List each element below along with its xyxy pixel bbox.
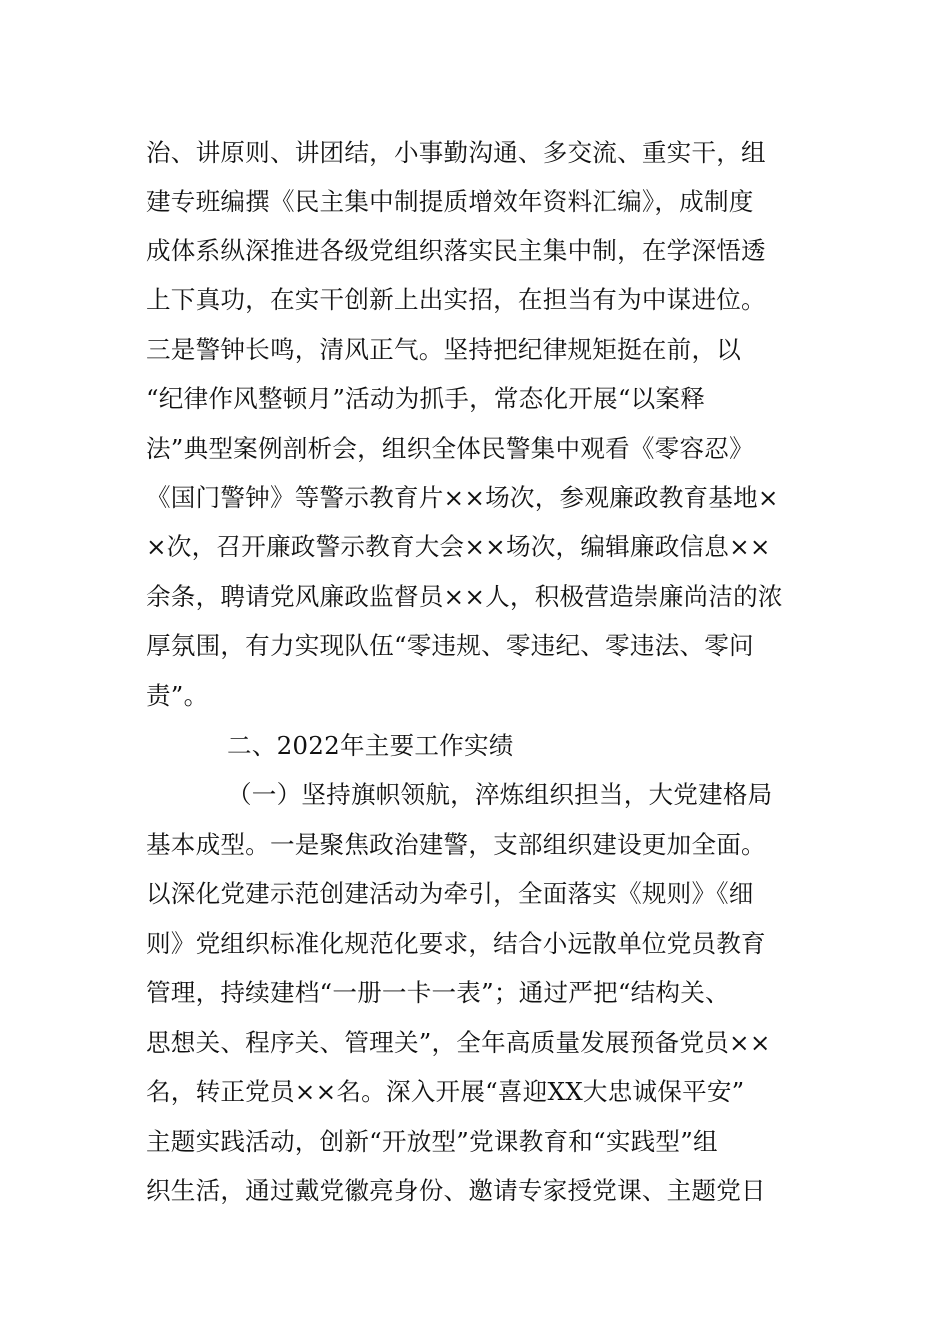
- text-line: 主题实践活动，创新“开放型”党课教育和“实践型”组: [146, 1127, 718, 1156]
- text-line: 三是警钟长鸣，清风正气。坚持把纪律规矩挺在前，以: [146, 335, 742, 364]
- text-line: 思想关、程序关、管理关”，全年高质量发展预备党员××: [146, 1028, 771, 1057]
- subsection-heading: （一）坚持旗帜领航，淬炼组织担当，大党建格局: [227, 780, 773, 809]
- text-line: 建专班编撰《民主集中制提质增效年资料汇编》，成制度: [146, 187, 754, 216]
- text-line: 名，转正党员××名。深入开展“喜迎XX大忠诚保平安”: [146, 1077, 745, 1106]
- section-heading: 二、2022年主要工作实绩: [227, 731, 514, 760]
- text-line: 成体系纵深推进各级党组织落实民主集中制，在学深悟透: [146, 236, 766, 265]
- text-line: 治、讲原则、讲团结，小事勤沟通、多交流、重实干，组: [146, 138, 766, 167]
- text-line: 管理，持续建档“一册一卡一表”；通过严把“结构关、: [146, 978, 730, 1007]
- text-line: 《国门警钟》等警示教育片××场次，参观廉政教育基地×: [146, 483, 779, 512]
- text-line: 厚氛围，有力实现队伍“零违规、零违纪、零违法、零问: [146, 631, 754, 660]
- text-line: 织生活，通过戴党徽亮身份、邀请专家授党课、主题党日: [146, 1176, 766, 1205]
- text-line: 责”。: [146, 681, 209, 710]
- text-line: 基本成型。一是聚焦政治建警，支部组织建设更加全面。: [146, 830, 766, 859]
- text-line: 则》党组织标准化规范化要求，结合小远散单位党员教育: [146, 929, 766, 958]
- text-line: 法”典型案例剖析会，组织全体民警集中观看《零容忍》: [146, 434, 754, 463]
- text-line: “纪律作风整顿月”活动为抓手，常态化开展“以案释: [146, 384, 705, 413]
- text-line: 以深化党建示范创建活动为牵引，全面落实《规则》《细: [146, 879, 754, 908]
- text-line: 上下真功，在实干创新上出实招，在担当有为中谋进位。: [146, 285, 766, 314]
- text-line: 余条，聘请党风廉政监督员××人，积极营造崇廉尚洁的浓: [146, 582, 783, 611]
- text-line: ×次，召开廉政警示教育大会××场次，编辑廉政信息××: [146, 532, 771, 561]
